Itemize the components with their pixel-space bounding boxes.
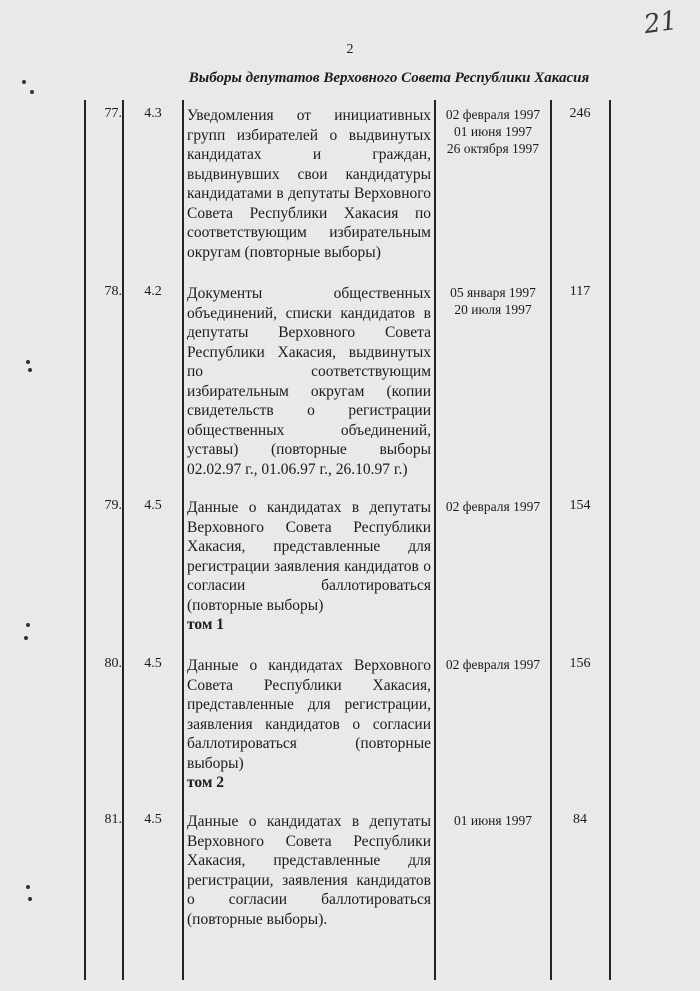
date-range (436, 284, 550, 318)
row-number: 81. (104, 812, 122, 827)
row-number: 79. (104, 498, 122, 513)
description-text: Данные о кандидатах в депутаты Верховного Совета Республики Хакасия, представленные для регистрации, заявления кандидатов о согласии баллотироваться (повторные выборы). (187, 813, 431, 928)
row-number: 78. (104, 284, 122, 299)
sheet-count: 117 (569, 284, 591, 299)
punch-hole-mark (28, 897, 32, 901)
punch-hole-mark (24, 636, 28, 640)
table-column-rule (182, 100, 184, 980)
date-line: 02 февраля 1997 (445, 657, 541, 672)
sheet-count: 246 (569, 106, 591, 121)
table-column-rule (122, 100, 124, 980)
date-line: 02 февраля 1997 (445, 107, 541, 122)
item-description (187, 812, 431, 929)
item-description (187, 106, 431, 262)
index-code: 4.5 (144, 656, 162, 671)
section-header: Выборы депутатов Верховного Совета Республики Хакасия (188, 70, 590, 86)
punch-hole-mark (30, 90, 34, 94)
date-line: 01 июня 1997 (454, 813, 532, 828)
item-description (187, 284, 431, 479)
punch-hole-mark (28, 368, 32, 372)
index-code: 4.5 (144, 812, 162, 827)
table-column-rule (609, 100, 611, 980)
table-column-rule (550, 100, 552, 980)
sheet-count: 154 (569, 498, 591, 513)
punch-hole-mark (26, 360, 30, 364)
description-text: Данные о кандидатах в депутаты Верховного Совета Республики Хакасия, представленные для регистрации заявления кандидатов о согласии баллотироваться (повторные выборы) (187, 499, 431, 614)
date-line: 01 июня 1997 (454, 124, 532, 139)
item-description (187, 656, 431, 793)
table-column-rule (84, 100, 86, 980)
date-line: 20 июля 1997 (454, 302, 532, 317)
item-description (187, 498, 431, 635)
index-code: 4.2 (144, 284, 162, 299)
sheet-count: 156 (569, 656, 591, 671)
description-text: Документы общественных объединений, списки кандидатов в депутаты Верховного Совета Республики Хакасия, выдвинутых по соответствующим избирательным округам (копии свидетельств о регистрации общественных объединений, уставы) (повторные выборы 02.02.97 г., 01.06.97 г., 26.10.97 г.) (187, 285, 431, 478)
description-text: Уведомления от инициативных групп избирателей о выдвинутых кандидатах и граждан, выдвинувших свои кандидатуры кандидатами в депутаты Верховного Совета Республики Хакасия по соответствующим избирательным округам (повторные выборы) (187, 107, 431, 261)
volume-label: том 2 (187, 774, 225, 791)
date-range (436, 498, 550, 515)
date-range (436, 812, 550, 829)
punch-hole-mark (26, 623, 30, 627)
date-range (436, 106, 550, 157)
date-line: 26 октября 1997 (446, 141, 540, 156)
date-line: 05 января 1997 (450, 285, 536, 300)
sheet-count: 84 (573, 812, 587, 827)
volume-label: том 1 (187, 616, 225, 633)
handwritten-sheet-number: 21 (642, 5, 680, 41)
punch-hole-mark (26, 885, 30, 889)
row-number: 77. (104, 106, 122, 121)
row-number: 80. (104, 656, 122, 671)
description-text: Данные о кандидатах Верховного Совета Республики Хакасия, представленные для регистрации, заявления кандидатов о согласии баллотироваться (повторные выборы) (187, 657, 431, 772)
date-range (436, 656, 550, 673)
index-code: 4.3 (144, 106, 162, 121)
table-column-rule (434, 100, 436, 980)
page-number: 2 (346, 42, 354, 57)
date-line: 02 февраля 1997 (445, 499, 541, 514)
index-code: 4.5 (144, 498, 162, 513)
punch-hole-mark (22, 80, 26, 84)
